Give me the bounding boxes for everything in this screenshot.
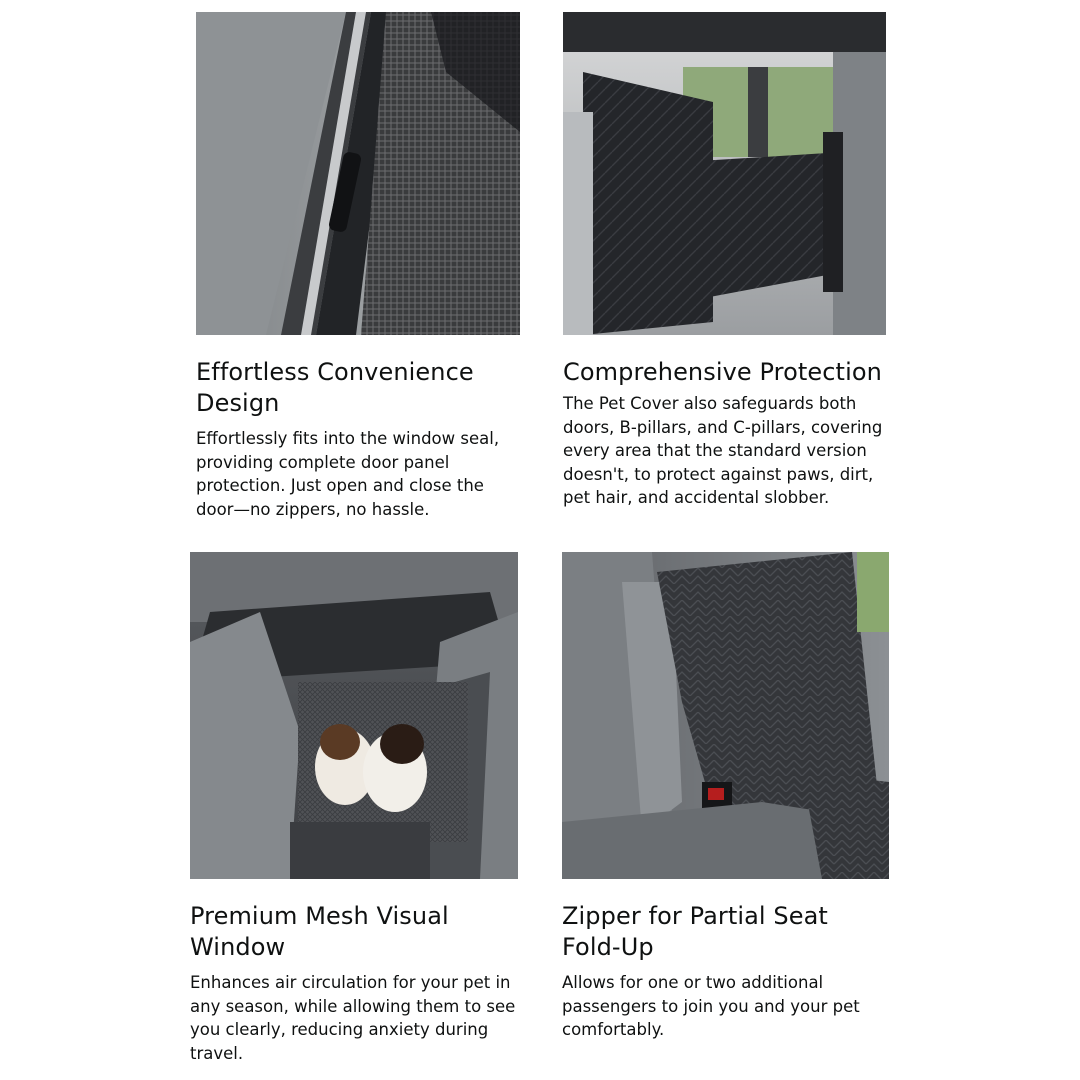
seat-fold-up-photo <box>562 552 889 879</box>
feature-title: Effortless Convenience Design <box>196 358 474 417</box>
mesh-window-dogs-photo <box>190 552 518 879</box>
feature-card-protection <box>563 12 886 510</box>
feature-description: The Pet Cover also safeguards both doors, B-pillars, and C-pillars, covering every area that the standard version doesn't, to protect against paws, dirt, pet hair, and accidental slobber. <box>563 394 883 507</box>
feature-card-seat-fold-up <box>562 552 889 1042</box>
feature-description: Enhances air circulation for your pet in any season, while allowing them to see you clearly, reducing anxiety during travel. <box>190 973 516 1063</box>
feature-description: Allows for one or two additional passengers to join you and your pet comfortably. <box>562 973 860 1039</box>
feature-card-mesh-window <box>190 552 518 1065</box>
feature-title: Comprehensive Protection <box>563 358 882 386</box>
door-pillar-protection-photo <box>563 12 886 335</box>
feature-card-window-seal <box>196 12 520 521</box>
feature-title: Zipper for Partial Seat Fold-Up <box>562 902 828 961</box>
feature-title: Premium Mesh Visual Window <box>190 902 449 961</box>
window-seal-photo <box>196 12 520 335</box>
feature-description: Effortlessly fits into the window seal, providing complete door panel protection. Just open and close the door—no zippers, no hassle. <box>196 429 500 519</box>
